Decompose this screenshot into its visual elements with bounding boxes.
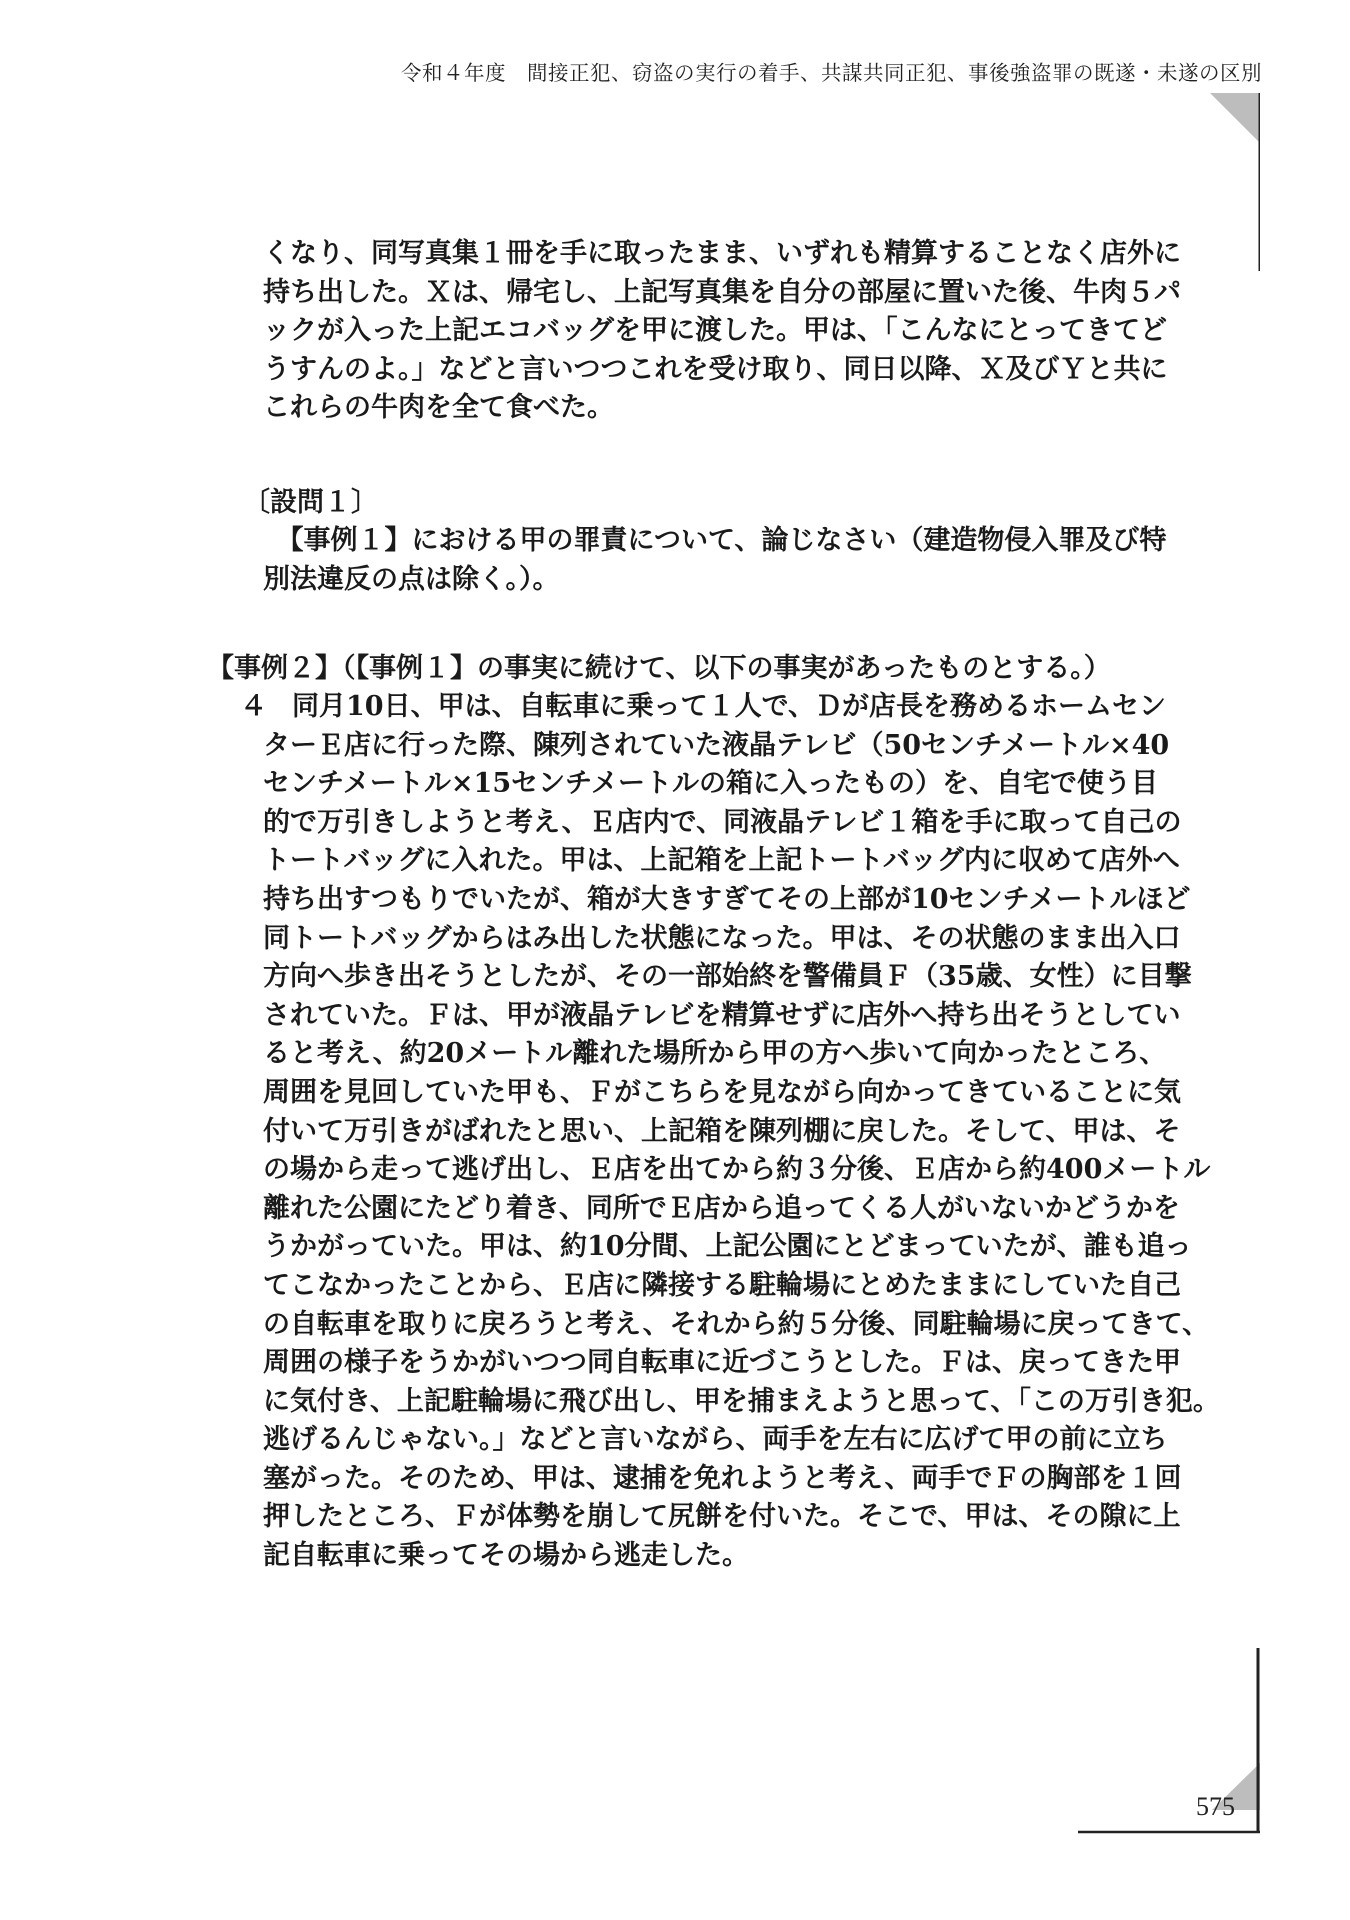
text-line: 押したところ、Ｆが体勢を崩して尻餅を付いた。そこで、甲は、その隙に上 (263, 1501, 1181, 1533)
text-line: 逃げるんじゃない。」などと言いながら、両手を左右に広げて甲の前に立ち (263, 1424, 1168, 1456)
text-line: 周囲の様子をうかがいつつ同自転車に近づこうとした。Ｆは、戻ってきた甲 (263, 1347, 1181, 1379)
page-number: 575 (1196, 1792, 1235, 1821)
case1-continued-paragraph (263, 235, 1181, 428)
text-line: 記自転車に乗ってその場から逃走した。 (263, 1540, 749, 1572)
text-line: トートバッグに入れた。甲は、上記箱を上記トートバッグ内に収めて店外へ (263, 845, 1180, 877)
text-line: 別法違反の点は除く。）。 (263, 563, 560, 595)
text-line: 同月10日、甲は、自転車に乗って１人で、Ｄが店長を務めるホームセン (292, 691, 1167, 722)
text-line: 同トートバッグからはみ出した状態になった。甲は、その状態のまま出入口 (263, 922, 1181, 954)
text-line: 【事例１】における甲の罪責について、論じなさい（建造物侵入罪及び特 (263, 525, 1167, 556)
page-corner-mark-top (1210, 93, 1260, 271)
text-line: 的で万引きしようと考え、Ｅ店内で、同液晶テレビ１箱を手に取って自己の (263, 806, 1182, 838)
case2-heading: 【事例２】（【事例１】の事実に続けて、以下の事実があったものとする。） (207, 653, 1111, 684)
text-line: てこなかったことから、Ｅ店に隣接する駐輪場にとめたままにしていた自己 (263, 1269, 1181, 1301)
text-line: くなり、同写真集１冊を手に取ったまま、いずれも精算することなく店外に (263, 238, 1181, 269)
text-line: の自転車を取りに戻ろうと考え、それから約５分後、同駐輪場に戻ってきて、 (263, 1308, 1210, 1340)
text-line: に気付き、上記駐輪場に飛び出し、甲を捕まえようと思って、「この万引き犯。 (263, 1385, 1220, 1417)
question1-body (263, 522, 1166, 599)
text-line: ックが入った上記エコバッグを甲に渡した。甲は、「こんなにとってきてど (263, 315, 1167, 347)
running-header-title: 令和４年度 間接正犯、窃盗の実行の着手、共謀共同正犯、事後強盗罪の既遂・未遂の区別 (401, 61, 1262, 85)
case2-item-number: ４ (240, 691, 267, 722)
text-line: 方向へ歩き出そうとしたが、その一部始終を警備員Ｆ（35歳、女性）に目撃 (263, 961, 1192, 993)
case2-paragraph (263, 688, 1220, 1576)
text-line: 付いて万引きがばれたと思い、上記箱を陳列棚に戻した。そして、甲は、そ (263, 1115, 1181, 1147)
text-line: の場から走って逃げ出し、Ｅ店を出てから約３分後、Ｅ店から約400メートル (263, 1154, 1211, 1186)
text-line: ると考え、約20メートル離れた場所から甲の方へ歩いて向かったところ、 (263, 1038, 1167, 1070)
text-line: されていた。Ｆは、甲が液晶テレビを精算せずに店外へ持ち出そうとしてい (263, 999, 1181, 1031)
text-line: 持ち出した。Ｘは、帰宅し、上記写真集を自分の部屋に置いた後、牛肉５パ (263, 276, 1181, 308)
text-line: うすんのよ。」などと言いつつこれを受け取り、同日以降、Ｘ及びＹと共に (263, 353, 1168, 385)
text-line: 塞がった。そのため、甲は、逮捕を免れようと考え、両手でＦの胸部を１回 (263, 1462, 1182, 1494)
text-line: 持ち出すつもりでいたが、箱が大きすぎてその上部が10センチメートルほど (263, 883, 1191, 915)
text-line: センチメートル×15センチメートルの箱に入ったもの）を、自宅で使う目 (263, 768, 1159, 800)
text-line: ターＥ店に行った際、陳列されていた液晶テレビ（50センチメートル×40 (263, 729, 1170, 761)
text-line: うかがっていた。甲は、約10分間、上記公園にとどまっていたが、誰も追っ (263, 1231, 1192, 1263)
text-line: 離れた公園にたどり着き、同所でＥ店から追ってくる人がいないかどうかを (263, 1192, 1180, 1224)
question1-heading: 〔設問１〕 (243, 487, 378, 518)
text-line: 周囲を見回していた甲も、Ｆがこちらを見ながら向かってきていることに気 (263, 1076, 1181, 1108)
text-line: これらの牛肉を全て食べた。 (263, 392, 614, 424)
